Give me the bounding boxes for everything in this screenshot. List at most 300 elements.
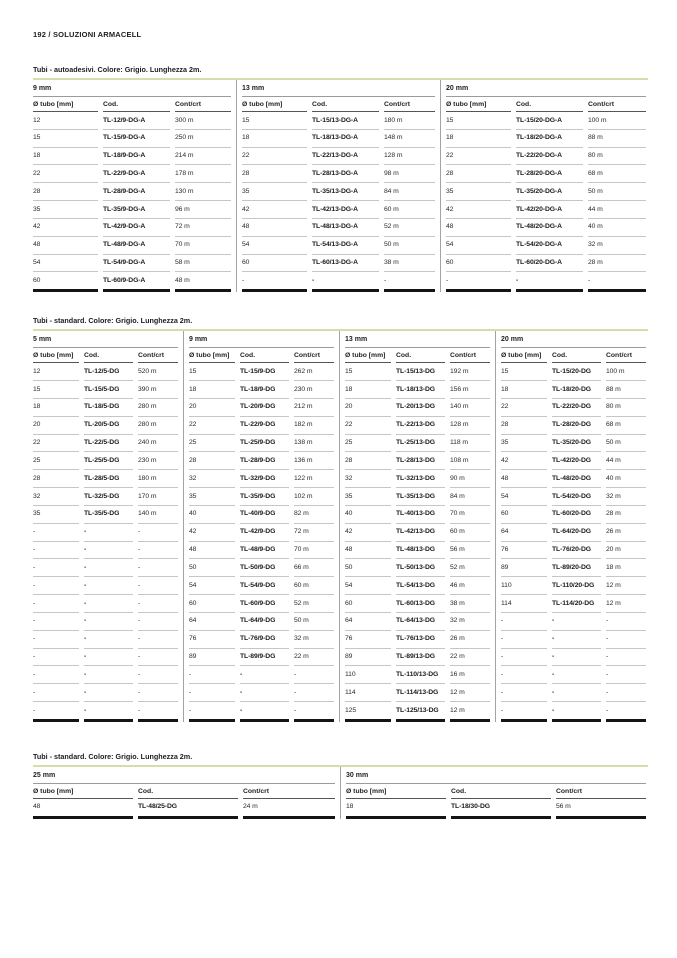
cell-code: TL-18/13-DG — [396, 381, 445, 399]
cell-quantity: 50 m — [294, 613, 334, 631]
cell-code: TL-60/20-DG-A — [516, 255, 583, 273]
cell-code: TL-89/13-DG — [396, 649, 445, 667]
cell-diameter: 18 — [33, 148, 98, 166]
cell-diameter: 15 — [242, 112, 307, 130]
cell-diameter: - — [33, 631, 79, 649]
cell-quantity: 12 m — [606, 595, 646, 613]
cell-diameter: 54 — [345, 577, 391, 595]
cell-code: TL-28/20-DG-A — [516, 165, 583, 183]
cell-quantity: 102 m — [294, 488, 334, 506]
cell-quantity: 52 m — [384, 219, 435, 237]
cell-code: TL-25/9-DG — [240, 435, 289, 453]
column-header: Cod. — [451, 784, 551, 799]
cell-diameter: 40 — [189, 506, 235, 524]
cell-quantity: - — [606, 649, 646, 667]
size-header: 13 mm — [345, 331, 490, 348]
cell-code: TL-35/20-DG — [552, 435, 601, 453]
cell-diameter: 28 — [33, 470, 79, 488]
column-divider — [339, 684, 340, 702]
column-divider — [440, 183, 441, 201]
cell-code: TL-42/13-DG-A — [312, 201, 379, 219]
cell-diameter: 48 — [446, 219, 511, 237]
column-divider — [495, 488, 496, 506]
column-divider — [339, 331, 340, 348]
cell-code: TL-15/9-DG — [240, 363, 289, 381]
cell-diameter: 48 — [33, 799, 133, 819]
cell-diameter: 22 — [501, 399, 547, 417]
cell-code: TL-28/20-DG — [552, 417, 601, 435]
column-header: Ø tubo [mm] — [345, 348, 391, 363]
cell-quantity: - — [138, 649, 178, 667]
column-divider — [236, 97, 237, 112]
cell-code: TL-15/20-DG-A — [516, 112, 583, 130]
column-header: Cont/crt — [138, 348, 178, 363]
column-divider — [440, 130, 441, 148]
cell-code: TL-60/13-DG-A — [312, 255, 379, 273]
cell-code: TL-42/9-DG — [240, 524, 289, 542]
cell-diameter: 42 — [33, 219, 98, 237]
size-header: 5 mm — [33, 331, 178, 348]
cell-quantity: - — [138, 613, 178, 631]
cell-quantity: 72 m — [175, 219, 231, 237]
cell-diameter: 89 — [345, 649, 391, 667]
column-divider — [183, 331, 184, 348]
cell-code: TL-48/9-DG-A — [103, 237, 170, 255]
column-divider — [339, 417, 340, 435]
column-divider — [495, 348, 496, 363]
column-header: Cod. — [103, 97, 170, 112]
cell-code: - — [84, 613, 133, 631]
column-divider — [495, 577, 496, 595]
cell-quantity: 58 m — [175, 255, 231, 273]
column-divider — [236, 237, 237, 255]
cell-diameter: 50 — [189, 559, 235, 577]
cell-code: TL-28/9-DG-A — [103, 183, 170, 201]
cell-quantity: - — [138, 559, 178, 577]
cell-quantity: 44 m — [606, 452, 646, 470]
column-divider — [440, 80, 441, 97]
column-header: Ø tubo [mm] — [446, 97, 511, 112]
cell-diameter: 35 — [345, 488, 391, 506]
cell-diameter: 28 — [501, 417, 547, 435]
column-header: Cod. — [552, 348, 601, 363]
table-grid — [33, 80, 646, 292]
cell-code: TL-15/13-DG-A — [312, 112, 379, 130]
cell-diameter: 18 — [242, 130, 307, 148]
cell-code: - — [552, 649, 601, 667]
column-divider — [340, 784, 341, 799]
cell-diameter: 20 — [345, 399, 391, 417]
cell-diameter: 28 — [446, 165, 511, 183]
column-divider — [183, 470, 184, 488]
column-divider — [339, 363, 340, 381]
cell-code: TL-15/5-DG — [84, 381, 133, 399]
column-divider — [183, 666, 184, 684]
column-header: Ø tubo [mm] — [33, 97, 98, 112]
cell-diameter: 18 — [346, 799, 446, 819]
cell-diameter: 18 — [446, 130, 511, 148]
column-divider — [339, 631, 340, 649]
cell-diameter: 15 — [33, 130, 98, 148]
cell-quantity: - — [294, 702, 334, 722]
column-divider — [183, 399, 184, 417]
column-divider — [183, 417, 184, 435]
cell-diameter: 114 — [345, 684, 391, 702]
cell-code: - — [84, 631, 133, 649]
cell-code: - — [552, 613, 601, 631]
cell-quantity: - — [606, 613, 646, 631]
cell-code: - — [84, 702, 133, 722]
cell-diameter: 60 — [501, 506, 547, 524]
cell-quantity: 50 m — [588, 183, 646, 201]
cell-diameter: - — [33, 649, 79, 667]
column-header: Cont/crt — [556, 784, 646, 799]
cell-diameter: 18 — [189, 381, 235, 399]
cell-quantity: - — [138, 577, 178, 595]
cell-quantity: 520 m — [138, 363, 178, 381]
cell-diameter: 89 — [189, 649, 235, 667]
column-divider — [183, 577, 184, 595]
column-divider — [183, 649, 184, 667]
cell-code: TL-48/9-DG — [240, 542, 289, 560]
cell-quantity: 262 m — [294, 363, 334, 381]
cell-quantity: 66 m — [294, 559, 334, 577]
column-divider — [183, 542, 184, 560]
cell-quantity: 128 m — [450, 417, 490, 435]
cell-diameter: 18 — [501, 381, 547, 399]
cell-quantity: 50 m — [606, 435, 646, 453]
column-divider — [495, 363, 496, 381]
column-divider — [495, 542, 496, 560]
column-divider — [495, 506, 496, 524]
column-divider — [339, 666, 340, 684]
cell-diameter: 114 — [501, 595, 547, 613]
cell-diameter: 76 — [501, 542, 547, 560]
cell-code: TL-22/9-DG — [240, 417, 289, 435]
table-section — [33, 316, 648, 722]
cell-quantity: 52 m — [450, 559, 490, 577]
cell-code: - — [84, 559, 133, 577]
cell-diameter: 20 — [33, 417, 79, 435]
cell-diameter: 42 — [501, 452, 547, 470]
column-divider — [236, 183, 237, 201]
cell-code: TL-60/9-DG-A — [103, 272, 170, 292]
cell-diameter: 20 — [189, 399, 235, 417]
cell-diameter: 125 — [345, 702, 391, 722]
column-header: Cont/crt — [450, 348, 490, 363]
column-divider — [183, 613, 184, 631]
cell-code: - — [84, 684, 133, 702]
cell-code: TL-35/9-DG — [240, 488, 289, 506]
column-divider — [236, 130, 237, 148]
cell-quantity: 28 m — [606, 506, 646, 524]
cell-quantity: 82 m — [294, 506, 334, 524]
cell-quantity: 140 m — [138, 506, 178, 524]
column-header: Ø tubo [mm] — [346, 784, 446, 799]
cell-code: TL-48/20-DG-A — [516, 219, 583, 237]
cell-diameter: 25 — [33, 452, 79, 470]
column-divider — [440, 237, 441, 255]
cell-quantity: 24 m — [243, 799, 335, 819]
column-header: Cont/crt — [175, 97, 231, 112]
page-header: 192 / SOLUZIONI ARMACELL — [33, 30, 142, 39]
column-divider — [183, 435, 184, 453]
column-divider — [183, 631, 184, 649]
cell-quantity: 140 m — [450, 399, 490, 417]
cell-diameter: 22 — [189, 417, 235, 435]
column-divider — [495, 613, 496, 631]
cell-code: TL-64/9-DG — [240, 613, 289, 631]
cell-quantity: 108 m — [450, 452, 490, 470]
cell-code: TL-54/20-DG — [552, 488, 601, 506]
column-header: Cont/crt — [294, 348, 334, 363]
column-divider — [183, 559, 184, 577]
cell-code: - — [312, 272, 379, 292]
column-divider — [339, 542, 340, 560]
cell-quantity: 156 m — [450, 381, 490, 399]
cell-diameter: - — [501, 684, 547, 702]
cell-code: TL-40/9-DG — [240, 506, 289, 524]
cell-diameter: 15 — [345, 363, 391, 381]
cell-diameter: 54 — [189, 577, 235, 595]
cell-code: TL-35/13-DG — [396, 488, 445, 506]
cell-quantity: - — [138, 702, 178, 722]
cell-code: - — [552, 684, 601, 702]
cell-code: TL-18/20-DG-A — [516, 130, 583, 148]
column-divider — [339, 435, 340, 453]
column-divider — [183, 506, 184, 524]
cell-quantity: - — [606, 666, 646, 684]
column-header: Cod. — [84, 348, 133, 363]
column-divider — [440, 165, 441, 183]
cell-quantity: 90 m — [450, 470, 490, 488]
cell-diameter: 48 — [345, 542, 391, 560]
cell-quantity: 230 m — [138, 452, 178, 470]
cell-quantity: 32 m — [450, 613, 490, 631]
cell-diameter: 28 — [33, 183, 98, 201]
cell-diameter: 28 — [189, 452, 235, 470]
size-header: 9 mm — [189, 331, 334, 348]
cell-quantity: 26 m — [450, 631, 490, 649]
cell-code: TL-28/13-DG-A — [312, 165, 379, 183]
cell-diameter: 60 — [446, 255, 511, 273]
column-divider — [236, 219, 237, 237]
column-divider — [495, 452, 496, 470]
cell-diameter: - — [33, 542, 79, 560]
cell-quantity: 40 m — [588, 219, 646, 237]
cell-diameter: 48 — [189, 542, 235, 560]
cell-code: TL-48/25-DG — [138, 799, 238, 819]
cell-quantity: 48 m — [175, 272, 231, 292]
cell-diameter: 35 — [189, 488, 235, 506]
cell-quantity: 12 m — [450, 702, 490, 722]
cell-quantity: 250 m — [175, 130, 231, 148]
cell-quantity: 56 m — [450, 542, 490, 560]
cell-diameter: 15 — [189, 363, 235, 381]
cell-code: TL-48/13-DG — [396, 542, 445, 560]
cell-code: - — [240, 684, 289, 702]
column-divider — [495, 417, 496, 435]
cell-diameter: - — [33, 559, 79, 577]
tables-container — [33, 65, 648, 819]
cell-code: TL-15/13-DG — [396, 363, 445, 381]
column-divider — [236, 272, 237, 292]
cell-diameter: 15 — [33, 381, 79, 399]
column-divider — [183, 524, 184, 542]
cell-diameter: 110 — [501, 577, 547, 595]
cell-code: TL-114/20-DG — [552, 595, 601, 613]
cell-quantity: - — [138, 524, 178, 542]
cell-code: TL-22/9-DG-A — [103, 165, 170, 183]
cell-diameter: 54 — [33, 255, 98, 273]
cell-diameter: 40 — [345, 506, 391, 524]
cell-code: TL-22/20-DG-A — [516, 148, 583, 166]
cell-code: TL-42/20-DG — [552, 452, 601, 470]
cell-quantity: 56 m — [556, 799, 646, 819]
cell-code: TL-48/20-DG — [552, 470, 601, 488]
cell-code: TL-54/13-DG — [396, 577, 445, 595]
cell-code: TL-48/13-DG-A — [312, 219, 379, 237]
cell-code: TL-35/20-DG-A — [516, 183, 583, 201]
cell-diameter: 35 — [33, 201, 98, 219]
table-title: Tubi - standard. Colore: Grigio. Lunghezza 2m. — [33, 752, 648, 767]
cell-quantity: 68 m — [588, 165, 646, 183]
cell-diameter: 76 — [189, 631, 235, 649]
column-divider — [495, 595, 496, 613]
table-grid — [33, 331, 646, 722]
cell-quantity: 26 m — [606, 524, 646, 542]
cell-quantity: 212 m — [294, 399, 334, 417]
column-divider — [495, 399, 496, 417]
cell-quantity: - — [294, 666, 334, 684]
cell-code: - — [84, 542, 133, 560]
cell-quantity: 60 m — [294, 577, 334, 595]
cell-diameter: 35 — [501, 435, 547, 453]
cell-quantity: 38 m — [450, 595, 490, 613]
cell-diameter: - — [446, 272, 511, 292]
cell-diameter: - — [242, 272, 307, 292]
cell-code: TL-110/20-DG — [552, 577, 601, 595]
cell-quantity: - — [138, 631, 178, 649]
cell-code: - — [84, 595, 133, 613]
column-divider — [236, 112, 237, 130]
cell-quantity: 22 m — [294, 649, 334, 667]
cell-code: - — [84, 649, 133, 667]
column-header: Cont/crt — [384, 97, 435, 112]
column-header: Cont/crt — [606, 348, 646, 363]
cell-quantity: 180 m — [384, 112, 435, 130]
column-header: Ø tubo [mm] — [189, 348, 235, 363]
cell-code: TL-50/13-DG — [396, 559, 445, 577]
cell-quantity: 100 m — [606, 363, 646, 381]
cell-diameter: 15 — [501, 363, 547, 381]
cell-quantity: 18 m — [606, 559, 646, 577]
column-divider — [495, 381, 496, 399]
cell-quantity: 390 m — [138, 381, 178, 399]
cell-quantity: - — [606, 684, 646, 702]
table-section — [33, 752, 648, 819]
table-title: Tubi - standard. Colore: Grigio. Lunghezza 2m. — [33, 316, 648, 331]
column-divider — [339, 488, 340, 506]
cell-code: TL-20/9-DG — [240, 399, 289, 417]
cell-diameter: - — [501, 613, 547, 631]
cell-diameter: - — [501, 649, 547, 667]
cell-code: TL-22/5-DG — [84, 435, 133, 453]
cell-diameter: 22 — [33, 165, 98, 183]
cell-quantity: 280 m — [138, 417, 178, 435]
size-header: 13 mm — [242, 80, 435, 97]
cell-quantity: 60 m — [450, 524, 490, 542]
column-header: Ø tubo [mm] — [33, 348, 79, 363]
cell-code: TL-18/9-DG — [240, 381, 289, 399]
cell-diameter: - — [501, 666, 547, 684]
cell-code: TL-32/5-DG — [84, 488, 133, 506]
column-divider — [495, 702, 496, 722]
cell-code: TL-40/13-DG — [396, 506, 445, 524]
cell-quantity: 20 m — [606, 542, 646, 560]
cell-code: TL-54/20-DG-A — [516, 237, 583, 255]
cell-code: TL-64/20-DG — [552, 524, 601, 542]
cell-diameter: 60 — [189, 595, 235, 613]
column-divider — [339, 595, 340, 613]
cell-quantity: 170 m — [138, 488, 178, 506]
cell-diameter: 18 — [33, 399, 79, 417]
cell-quantity: 192 m — [450, 363, 490, 381]
cell-code: TL-60/9-DG — [240, 595, 289, 613]
column-divider — [183, 381, 184, 399]
cell-diameter: 22 — [446, 148, 511, 166]
column-header: Cont/crt — [588, 97, 646, 112]
column-divider — [440, 148, 441, 166]
column-divider — [339, 399, 340, 417]
table-section — [33, 65, 648, 292]
cell-code: TL-64/13-DG — [396, 613, 445, 631]
cell-diameter: - — [189, 684, 235, 702]
cell-quantity: 22 m — [450, 649, 490, 667]
cell-diameter: 25 — [189, 435, 235, 453]
column-divider — [339, 649, 340, 667]
column-divider — [236, 148, 237, 166]
cell-diameter: - — [189, 702, 235, 722]
cell-quantity: 98 m — [384, 165, 435, 183]
cell-quantity: 214 m — [175, 148, 231, 166]
cell-code: - — [240, 702, 289, 722]
cell-quantity: 280 m — [138, 399, 178, 417]
cell-diameter: 35 — [446, 183, 511, 201]
column-header: Cod. — [396, 348, 445, 363]
cell-diameter: 42 — [189, 524, 235, 542]
cell-diameter: 50 — [345, 559, 391, 577]
cell-quantity: 118 m — [450, 435, 490, 453]
column-divider — [340, 767, 341, 784]
cell-quantity: 80 m — [606, 399, 646, 417]
cell-quantity: 70 m — [294, 542, 334, 560]
cell-quantity: 38 m — [384, 255, 435, 273]
cell-code: TL-25/13-DG — [396, 435, 445, 453]
cell-code: TL-32/9-DG — [240, 470, 289, 488]
cell-diameter: 32 — [189, 470, 235, 488]
cell-code: TL-20/5-DG — [84, 417, 133, 435]
cell-code: TL-15/9-DG-A — [103, 130, 170, 148]
column-divider — [183, 595, 184, 613]
cell-code: TL-28/5-DG — [84, 470, 133, 488]
column-header: Ø tubo [mm] — [242, 97, 307, 112]
cell-code: - — [84, 524, 133, 542]
cell-quantity: 52 m — [294, 595, 334, 613]
cell-code: - — [552, 631, 601, 649]
cell-quantity: 178 m — [175, 165, 231, 183]
cell-diameter: 18 — [345, 381, 391, 399]
